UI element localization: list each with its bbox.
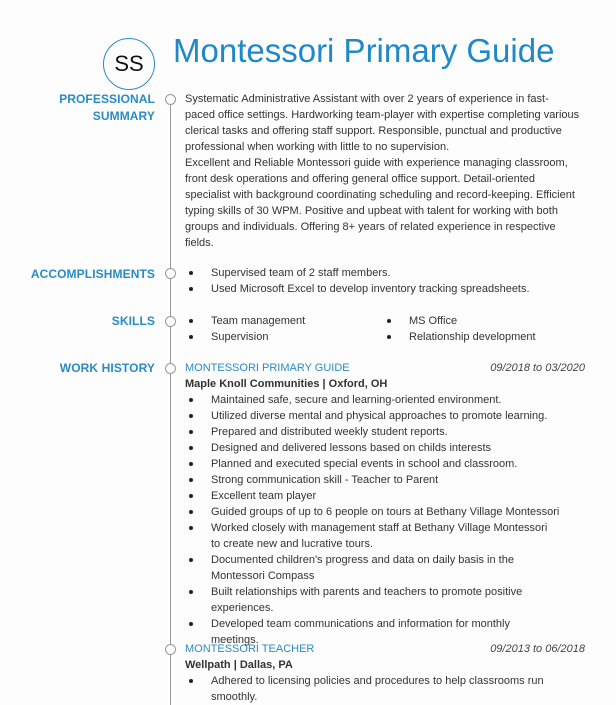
avatar-initials: SS <box>103 38 155 90</box>
skill-item: Supervision <box>185 329 383 345</box>
summary-line: professional when working with little to no supervision. <box>185 141 450 153</box>
summary-line: Excellent and Reliable Montessori guide with experience managing classroom, <box>185 157 568 169</box>
job-entry <box>185 641 585 705</box>
summary-line: groups and individuals. Offering 8+ years of related experience in respective <box>185 221 556 233</box>
job-bullets <box>185 392 560 648</box>
skills-grid <box>185 313 585 345</box>
list-item: Utilized diverse mental and physical approaches to promote learning. <box>185 408 560 424</box>
resume-title: Montessori Primary Guide <box>173 32 555 69</box>
job-bullets <box>185 673 555 705</box>
skill-item: MS Office <box>383 313 581 329</box>
list-item: Worked closely with management staff at Bethany Village Montessori to create new and lucrative tours. <box>185 520 555 552</box>
summary-line: typing skills of 30 WPM. Positive and upbeat with talent for working with both <box>185 205 558 217</box>
list-item: Adhered to licensing policies and procedures to help classrooms run smoothly. <box>185 673 555 705</box>
job-dates: 09/2013 to 06/2018 <box>490 643 585 655</box>
list-item: Guided groups of up to 6 people on tours at Bethany Village Montessori <box>185 504 560 520</box>
summary-line: paced office settings. Hardworking team-player with expertise completing various <box>185 109 580 121</box>
accomplishments-list <box>185 265 585 297</box>
list-item: Planned and executed special events in school and classroom. <box>185 456 560 472</box>
skill-item: Team management <box>185 313 383 329</box>
summary-line: front desk operations and offering general office support. Detail-oriented <box>185 173 535 185</box>
summary-line: fields. <box>185 237 214 249</box>
section-label-work-history: WORK HISTORY <box>59 361 155 375</box>
section-label-accomplishments: ACCOMPLISHMENTS <box>30 267 155 281</box>
list-item: Maintained safe, secure and learning-oriented environment. <box>185 392 560 408</box>
timeline-node <box>165 94 176 105</box>
list-item: Strong communication skill - Teacher to Parent <box>185 472 560 488</box>
list-item: Developed team communications and information for monthly meetings. <box>185 616 560 648</box>
skills-column <box>185 313 383 345</box>
label-line: PROFESSIONAL <box>59 92 155 106</box>
list-item: Designed and delivered lessons based on childs interests <box>185 440 560 456</box>
job-dates: 09/2018 to 03/2020 <box>490 362 585 374</box>
list-item: Documented children's progress and data on daily basis in the Montessori Compass <box>185 552 555 584</box>
skills-column <box>383 313 581 345</box>
skill-item: Relationship development <box>383 329 581 345</box>
list-item: Built relationships with parents and teachers to promote positive experiences. <box>185 584 525 616</box>
job-title: MONTESSORI PRIMARY GUIDE <box>185 362 350 374</box>
list-item: Supervised team of 2 staff members. <box>185 265 585 281</box>
summary-text <box>185 91 585 251</box>
timeline-node <box>165 268 176 279</box>
summary-line: specialist with background coordinating scheduling and record-keeping. Efficient <box>185 189 575 201</box>
job-company: Maple Knoll Communities | Oxford, OH <box>185 378 388 390</box>
timeline-node <box>165 316 176 327</box>
list-item: Used Microsoft Excel to develop inventory tracking spreadsheets. <box>185 281 585 297</box>
job-entry <box>185 360 585 648</box>
timeline-line <box>170 95 171 705</box>
label-line: SUMMARY <box>92 109 155 123</box>
list-item: Prepared and distributed weekly student reports. <box>185 424 560 440</box>
section-label-skills: SKILLS <box>111 314 155 328</box>
list-item: Excellent team player <box>185 488 560 504</box>
section-label-summary <box>59 91 155 125</box>
timeline-node <box>165 363 176 374</box>
summary-line: clerical tasks and offering staff support. Responsible, punctual and productive <box>185 125 562 137</box>
summary-line: Systematic Administrative Assistant with over 2 years of experience in fast- <box>185 93 549 105</box>
job-company: Wellpath | Dallas, PA <box>185 659 293 671</box>
job-title: MONTESSORI TEACHER <box>185 643 315 655</box>
timeline-node <box>165 644 176 655</box>
